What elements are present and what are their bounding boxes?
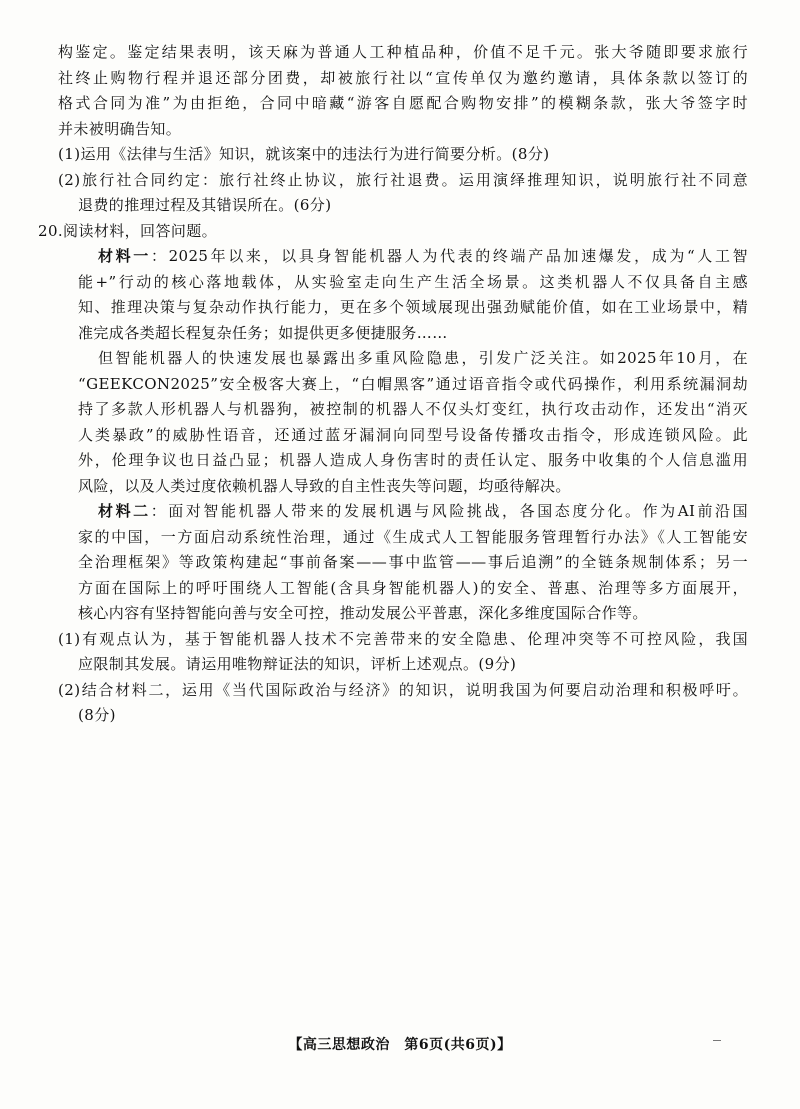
scan-mark xyxy=(713,1040,721,1041)
text-line: 准完成各类超长程复杂任务；如提供更多便捷服务…… xyxy=(78,323,448,342)
text-line: (2)旅行社合同约定：旅行社终止协议，旅行社退费。运用演绎推理知识，说明旅行社不同意 xyxy=(58,170,748,189)
text-line: 能+”行动的核心落地载体，从实验室走向生产生活全场景。这类机器人不仅具备自主感 xyxy=(78,272,748,291)
material-2-label: 材料二 xyxy=(98,502,151,520)
text-line: 全治理框架》等政策构建起“事前备案——事中监管——事后追溯”的全链条规制体系；另一 xyxy=(78,553,748,571)
text-line: 应限制其发展。请运用唯物辩证法的知识，评析上述观点。(9分) xyxy=(78,655,517,673)
material-1-label: 材料一 xyxy=(98,247,151,265)
text-line: 格式合同为准”为由拒绝，合同中暗藏“游客自愿配合购物安排”的模糊条款，张大爷签字时 xyxy=(58,94,748,112)
material-1 xyxy=(58,244,748,499)
text-line: 退费的推理过程及其错误所在。(6分) xyxy=(78,196,332,214)
page-content xyxy=(38,40,748,729)
text-line: 并未被明确告知。 xyxy=(58,119,182,138)
text-line: (8分) xyxy=(78,706,116,724)
text-line: 方面在国际上的呼吁围绕人工智能(含具身智能机器人)的安全、普惠、治理等多方面展开， xyxy=(78,578,748,597)
text-line: 社终止购物行程并退还部分团费，却被旅行社以“宣传单仅为邀约邀请，具体条款以签订的 xyxy=(58,68,748,87)
text-line: 外，伦理争议也日益凸显；机器人造成人身伤害时的责任认定、服务中收集的个人信息滥用 xyxy=(78,451,748,469)
text-line: 持了多款人形机器人与机器狗，被控制的机器人不仅头灯变红，执行攻击动作，还发出“消灭 xyxy=(78,400,748,418)
q19-subquestion-1: (1)运用《法律与生活》知识，就该案中的违法行为进行简要分析。(8分) xyxy=(58,145,550,163)
q20-title: 20.阅读材料，回答问题。 xyxy=(38,221,218,240)
text-line: 风险，以及人类过度依赖机器人导致的自主性丧失等问题，均亟待解决。 xyxy=(78,476,571,495)
text-line: 家的中国，一方面启动系统性治理，通过《生成式人工智能服务管理暂行办法》《人工智能安 xyxy=(78,527,748,546)
q20-subquestion-2 xyxy=(58,678,748,729)
text-line: “GEEKCON2025”安全极客大赛上，“白帽黑客”通过语音指令或代码操作，利用系统漏洞劫 xyxy=(78,374,748,393)
q19-material-continued xyxy=(58,40,748,142)
text-line: 人类暴政”的威胁性语音，还通过蓝牙漏洞向同型号设备传播攻击指令，形成连锁风险。此 xyxy=(78,425,748,444)
text-span: ：2025年以来，以具身智能机器人为代表的终端产品加速爆发，成为“人工智 xyxy=(150,247,748,265)
text-line xyxy=(58,499,748,525)
text-line: 但智能机器人的快速发展也暴露出多重风险隐患，引发广泛关注。如2025年10月，在 xyxy=(98,349,748,367)
text-line: 知、推理决策与复杂动作执行能力，更在多个领域展现出强劲赋能价值，如在工业场景中，精 xyxy=(78,298,748,316)
page-footer: 【高三思想政治 第6页(共6页)】 xyxy=(288,1037,512,1053)
text-line xyxy=(58,244,748,270)
q19-subquestion-2 xyxy=(58,168,748,219)
q20-subquestion-1 xyxy=(58,627,748,678)
material-2 xyxy=(58,499,748,627)
text-span: ：面对智能机器人带来的发展机遇与风险挑战，各国态度分化。作为AI前沿国 xyxy=(150,502,748,520)
text-line: 构鉴定。鉴定结果表明，该天麻为普通人工种植品种，价值不足千元。张大爷随即要求旅行 xyxy=(58,43,748,61)
text-line: (2)结合材料二，运用《当代国际政治与经济》的知识，说明我国为何要启动治理和积极呼吁。 xyxy=(58,680,748,699)
text-line: 核心内容有坚持智能向善与安全可控，推动发展公平普惠，深化多维度国际合作等。 xyxy=(78,604,648,622)
text-line: (1)有观点认为，基于智能机器人技术不完善带来的安全隐患、伦理冲突等不可控风险，我国 xyxy=(58,629,748,648)
